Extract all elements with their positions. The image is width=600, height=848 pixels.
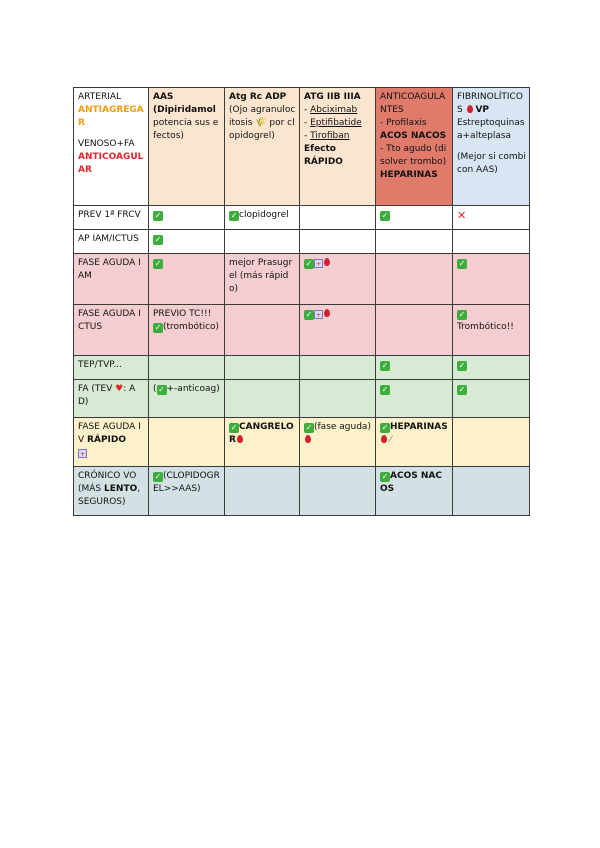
white-check-mark-icon: ✓ [154, 472, 162, 481]
table-cell [300, 206, 376, 230]
table-row [74, 380, 530, 418]
white-check-mark-icon: ✓ [158, 385, 165, 394]
row-label: FASE AGUDA IAM [74, 254, 149, 305]
header-fibrino-cell [453, 88, 530, 206]
table-cell [149, 254, 225, 305]
fase-aguda-note: (fase aguda) [314, 422, 371, 432]
blood-drop-icon [305, 435, 311, 443]
table-cell [453, 356, 530, 380]
table-cell [453, 206, 530, 230]
table-cell [376, 380, 453, 418]
white-check-mark-icon: ✓ [230, 423, 238, 432]
white-check-mark-icon: ✓ [154, 259, 162, 268]
fa-label: FA (TEV [78, 384, 113, 394]
table-row [74, 418, 530, 467]
table-cell [225, 206, 300, 230]
table-cell [225, 418, 300, 467]
table-row [74, 467, 530, 516]
paren-label: ( [153, 384, 157, 394]
table-cell [300, 254, 376, 305]
table-cell [225, 356, 300, 380]
arterial-label: ARTERIAL [78, 92, 122, 102]
blood-drop-icon [381, 435, 387, 443]
table-cell [149, 230, 225, 254]
header-row [74, 88, 530, 206]
table-cell [453, 467, 530, 516]
previo-tc-label: PREVIO TC!!! [153, 309, 212, 319]
adp-note-2: por clopidogrel) [229, 118, 295, 141]
row-label: PREV 1ª FRCV [74, 206, 149, 230]
white-check-mark-icon: ✓ [381, 211, 389, 220]
table-cell [376, 305, 453, 356]
blood-drop-icon [237, 435, 243, 443]
white-check-mark-icon: ✓ [381, 423, 389, 432]
white-check-mark-icon: ✓ [230, 211, 238, 220]
eptifibatide-label: Eptifibatide [310, 118, 362, 128]
vp-label: VP [475, 105, 490, 115]
table-cell [149, 380, 225, 418]
table-cell [376, 254, 453, 305]
white-check-mark-icon: ✓ [381, 385, 389, 394]
header-adp-cell [225, 88, 300, 206]
aas-title: AAS [153, 92, 174, 102]
white-check-mark-icon: ✓ [154, 211, 162, 220]
table-cell [300, 356, 376, 380]
cangrelor-label: CANGRELOR [229, 422, 294, 445]
table-cell [300, 230, 376, 254]
white-check-mark-icon: ✓ [305, 423, 313, 432]
cronico-label: CRÓNICO VO (MÁS [78, 471, 137, 494]
white-check-mark-icon: ✓ [381, 472, 389, 481]
fa-label-2: : AD) [78, 384, 136, 407]
table-cell [376, 356, 453, 380]
table-cell [376, 467, 453, 516]
table-cell [453, 254, 530, 305]
wheat-icon: 🌾 [255, 118, 267, 128]
table-cell [376, 206, 453, 230]
acos-nacos-label: ACOS NACOS [380, 131, 447, 141]
hospital-icon: + [315, 261, 322, 268]
white-check-mark-icon: ✓ [305, 259, 313, 268]
trombotico-fib-label: Trombótico!! [457, 322, 514, 332]
header-gp-cell: ATG IIB IIIA - Abciximab - Eptifibatide - Tirofiban Efecto RÁPIDO [300, 88, 376, 206]
table-cell [453, 418, 530, 467]
white-check-mark-icon: ✓ [381, 361, 389, 370]
hospital-icon: + [315, 312, 322, 319]
profilaxis-label: - Profilaxis [380, 118, 427, 128]
white-check-mark-icon: ✓ [458, 361, 466, 370]
seguros-label: , SEGUROS) [78, 484, 141, 507]
heparinas-iv-label: HEPARINAS [390, 422, 448, 432]
table-row [74, 305, 530, 356]
table-cell [453, 380, 530, 418]
blood-drop-icon [324, 258, 330, 266]
iv-label: FASE AGUDA IV [78, 422, 141, 445]
anticoag-title: ANTICOAGULANTES [380, 92, 446, 115]
acos-nacos-cronico-label: ACOS NACOS [380, 471, 442, 494]
gp-title: ATG IIB IIIA [304, 92, 361, 102]
white-check-mark-icon: ✓ [458, 385, 466, 394]
clopidogrel-aas-label: (CLOPIDOGREL>>AAS) [153, 471, 220, 494]
table-cell [149, 467, 225, 516]
table-row [74, 356, 530, 380]
adp-title: Atg Rc ADP [229, 92, 287, 102]
table-cell [225, 230, 300, 254]
trombotico-label: (trombótico) [163, 322, 220, 332]
drug-comparison-table [73, 87, 530, 516]
blood-drop-icon [324, 309, 330, 317]
white-check-mark-icon: ✓ [154, 323, 162, 332]
estreptoquinasa-label: Estreptoquinasa+alteplasa [457, 118, 525, 141]
iv-rapido-label: RÁPIDO [87, 435, 127, 445]
efecto-label: Efecto [304, 144, 336, 154]
table-cell [149, 206, 225, 230]
tirofiban-label: Tirofiban [310, 131, 350, 141]
white-check-mark-icon: ✓ [305, 310, 313, 319]
cross-mark-icon: ✕ [457, 209, 467, 222]
row-label: FASE AGUDA ICTUS [74, 305, 149, 356]
table-cell [376, 418, 453, 467]
table-cell [149, 356, 225, 380]
table-cell [225, 380, 300, 418]
row-label: TEP/TVP... [74, 356, 149, 380]
table-cell [453, 305, 530, 356]
table-cell [300, 305, 376, 356]
table-cell [453, 230, 530, 254]
header-legend-cell [74, 88, 149, 206]
blood-drop-icon [467, 105, 473, 113]
table-cell: mejor Prasugrel (más rápido) [225, 254, 300, 305]
anticoag-note: +-anticoag) [166, 384, 220, 394]
aas-note: potencia sus efectos) [153, 118, 219, 141]
lento-label: LENTO [104, 484, 138, 494]
table-cell [300, 418, 376, 467]
clopidogrel-label: clopidogrel [239, 210, 289, 220]
venoso-fa-label: VENOSO+FA [78, 139, 135, 149]
header-anticoag-cell [376, 88, 453, 206]
table-cell [300, 380, 376, 418]
table-cell [225, 305, 300, 356]
table-row [74, 206, 530, 230]
row-label [74, 467, 149, 516]
abciximab-label: Abciximab [310, 105, 358, 115]
table-cell [149, 305, 225, 356]
adp-note: (Ojo agranulocitosis [229, 105, 296, 128]
anticoagular-label: ANTICOAGULAR [78, 152, 144, 175]
antiagregar-label: ANTIAGREGAR [78, 105, 144, 128]
table-row [74, 254, 530, 305]
white-check-mark-icon: ✓ [458, 259, 466, 268]
fibrino-note: (Mejor si combi con AAS) [457, 152, 526, 175]
table-cell [300, 467, 376, 516]
tto-agudo-label: - Tto agudo (disolver trombo) [380, 144, 447, 167]
table-cell [225, 467, 300, 516]
aas-dipiridamol: (Dipiridamol [153, 105, 216, 115]
rapido-label: RÁPIDO [304, 157, 343, 167]
header-aas-cell [149, 88, 225, 206]
syringe-icon: ⁄ [389, 435, 392, 445]
heart-icon: ♥ [115, 384, 124, 394]
white-check-mark-icon: ✓ [154, 235, 162, 244]
table-row [74, 230, 530, 254]
row-label [74, 418, 149, 467]
fibrino-title: FIBRINOLÍTICOS [457, 92, 523, 115]
table-cell [376, 230, 453, 254]
row-label: AP IAM/ICTUS [74, 230, 149, 254]
row-label [74, 380, 149, 418]
hospital-icon: + [79, 451, 86, 458]
heparinas-label: HEPARINAS [380, 170, 438, 180]
white-check-mark-icon: ✓ [458, 310, 466, 319]
table-cell [149, 418, 225, 467]
